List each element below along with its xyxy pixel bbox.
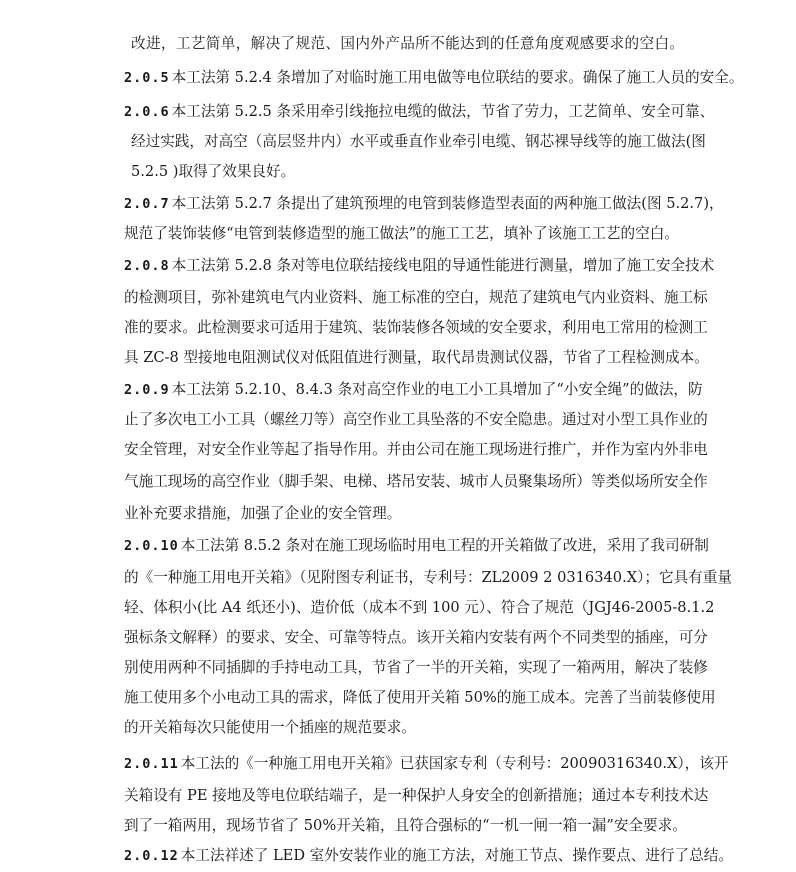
clause-number: 2.0.9 xyxy=(124,382,170,398)
line-text: 本工法第 5.2.10、8.4.3 条对高空作业的电工小工具增加了“小安全绳”的做法，防 xyxy=(171,381,703,398)
clause-number: 2.0.8 xyxy=(124,258,170,274)
clause-2-0-8 xyxy=(124,252,715,280)
clause-number: 2.0.6 xyxy=(124,104,170,120)
line-text: 关箱设有 PE 接地及等电位联结端子，是一种保护人身安全的创新措施；通过本专利技术达 xyxy=(124,787,709,804)
line-text: 本工法祥述了 LED 室外安装作业的施工方法，对施工节点、操作要点、进行了总结。 xyxy=(180,847,733,864)
line-text: 安全管理，对安全作业等起了指导作用。并由公司在施工现场进行推广，并作为室内外非电 xyxy=(124,441,708,458)
line-text: 本工法第 5.2.5 条采用牵引线拖拉电缆的做法，节省了劳力，工艺简单、安全可靠、 xyxy=(171,103,715,120)
paragraph-line xyxy=(124,684,716,712)
line-text: 经过实践，对高空（高层竖井内）水平或垂直作业牵引电缆、钢芯裸导线等的施工做法(图 xyxy=(131,133,706,150)
clause-2-0-12 xyxy=(124,842,733,870)
paragraph-line xyxy=(124,468,708,496)
line-text: 的检测项目，弥补建筑电气内业资料、施工标准的空白，规范了建筑电气内业资料、施工标 xyxy=(124,289,708,306)
clause-number: 2.0.12 xyxy=(124,848,179,864)
line-text: 强标条文解释）的要求、安全、可靠等特点。该开关箱内安装有两个不同类型的插座，可分 xyxy=(124,629,708,646)
paragraph-line xyxy=(124,436,708,464)
line-text: 别使用两种不同插脚的手持电动工具，节省了一半的开关箱，实现了一箱两用，解决了装修 xyxy=(124,659,708,676)
paragraph-line xyxy=(131,158,684,186)
line-text: 具 ZC-8 型接地电阻测试仪对低阻值进行测量，取代昂贵测试仪器，节省了工程检测成本。 xyxy=(124,349,709,366)
line-text: 施工使用多个小电动工具的需求，降低了使用开关箱 50%的施工成本。完善了当前装修使用 xyxy=(124,689,716,706)
line-text: 到了一箱两用，现场节省了 50%开关箱，且符合强标的“一机一闸一箱一漏”安全要求。 xyxy=(124,817,687,834)
paragraph-line xyxy=(124,500,684,528)
clause-2-0-5 xyxy=(124,64,744,92)
line-text: 本工法第 5.2.4 条增加了对临时施工用电做等电位联结的要求。确保了施工人员的安全。 xyxy=(171,69,744,86)
paragraph-line xyxy=(124,284,708,312)
line-text: 准的要求。此检测要求可适用于建筑、装饰装修各领域的安全要求，利用电工常用的检测工 xyxy=(124,319,708,336)
line-text: 本工法的《一种施工用电开关箱》已获国家专利（专利号：20090316340.X），该开 xyxy=(180,755,729,772)
clause-2-0-11 xyxy=(124,750,729,778)
line-text: 业补充要求措施，加强了企业的安全管理。 xyxy=(124,505,402,522)
paragraph-line xyxy=(124,564,732,592)
clause-number: 2.0.11 xyxy=(124,756,179,772)
line-text: 改进，工艺简单，解决了规范、国内外产品所不能达到的任意角度观感要求的空白。 xyxy=(131,35,684,52)
paragraph-line xyxy=(124,220,684,248)
paragraph-line xyxy=(124,624,708,652)
paragraph-line xyxy=(124,594,715,622)
paragraph-line xyxy=(124,406,708,434)
line-text: 的《一种施工用电开关箱》（见附图专利证书，专利号：ZL2009 2 0316340.X）；它具有重量 xyxy=(124,569,732,586)
paragraph-line xyxy=(124,654,708,682)
paragraph-line xyxy=(124,314,708,342)
line-text: 5.2.5 )取得了效果良好。 xyxy=(131,163,296,180)
line-text: 本工法第 5.2.8 条对等电位联结接线电阻的导通性能进行测量，增加了施工安全技术 xyxy=(171,257,715,274)
clause-number: 2.0.5 xyxy=(124,70,170,86)
paragraph-line xyxy=(131,128,706,156)
paragraph-line xyxy=(124,782,709,810)
clause-number: 2.0.7 xyxy=(124,196,170,212)
line-text: 规范了装饰装修“电管到装修造型的施工做法”的施工工艺，填补了该施工工艺的空白。 xyxy=(124,225,679,242)
line-text: 轻、体积小(比 A4 纸还小)、造价低（成本不到 100 元）、符合了规范（JGJ46-2005-8.1.2 xyxy=(124,599,715,616)
clause-number: 2.0.10 xyxy=(124,538,179,554)
line-text: 气施工现场的高空作业（脚手架、电梯、塔吊安装、城市人员聚集场所）等类似场所安全作 xyxy=(124,473,708,490)
clause-2-0-7 xyxy=(124,190,724,218)
line-text: 止了多次电工小工具（螺丝刀等）高空作业工具坠落的不安全隐患。通过对小型工具作业的 xyxy=(124,411,708,428)
clause-2-0-9 xyxy=(124,376,703,404)
paragraph-line xyxy=(131,30,684,58)
clause-2-0-6 xyxy=(124,98,715,126)
clause-2-0-10 xyxy=(124,532,709,560)
line-text: 本工法第 8.5.2 条对在施工现场临时用电工程的开关箱做了改进，采用了我司研制 xyxy=(180,537,709,554)
line-text: 的开关箱每次只能使用一个插座的规范要求。 xyxy=(124,719,416,736)
paragraph-line xyxy=(124,812,687,840)
paragraph-line xyxy=(124,714,684,742)
paragraph-line xyxy=(124,344,709,372)
line-text: 本工法第 5.2.7 条提出了建筑预埋的电管到装修造型表面的两种施工做法(图 5.2.7)， xyxy=(171,195,724,212)
